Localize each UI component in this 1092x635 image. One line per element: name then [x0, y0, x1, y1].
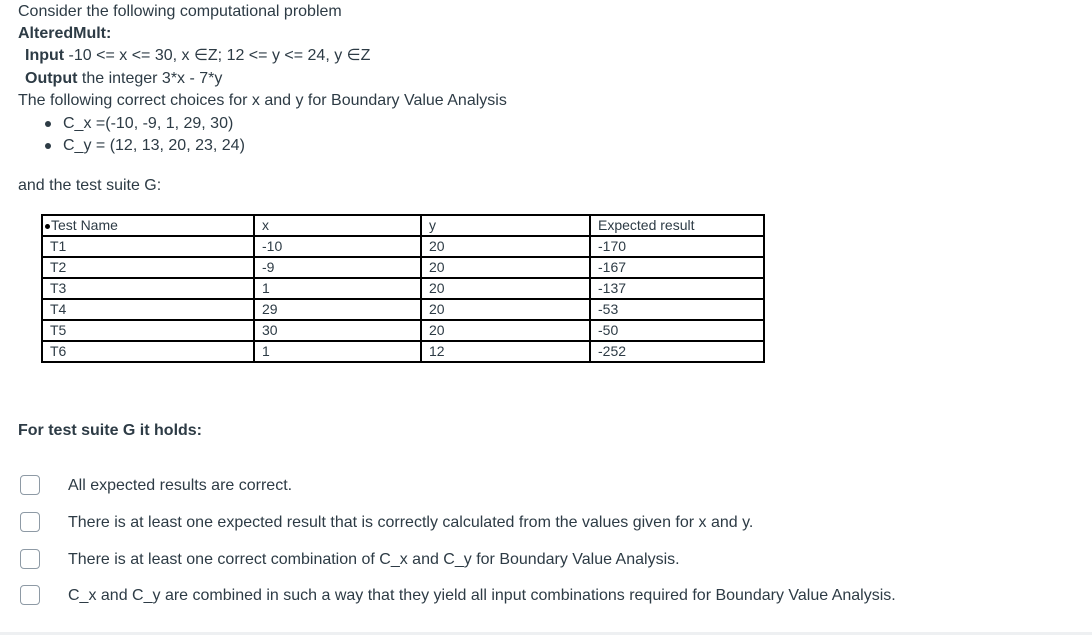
bullet-icon — [45, 224, 50, 229]
header-x: x — [254, 215, 421, 236]
cell-x: 30 — [254, 320, 421, 341]
choice-cy: C_y = (12, 13, 20, 23, 24) — [63, 137, 245, 154]
option-label[interactable]: All expected results are correct. — [68, 477, 293, 494]
cell-x: 1 — [254, 278, 421, 299]
table-row — [42, 341, 764, 362]
output-label: Output — [25, 70, 78, 87]
cell-expected: -170 — [590, 236, 764, 257]
option-checkbox[interactable] — [20, 585, 40, 605]
option-checkbox[interactable] — [20, 475, 40, 495]
cell-test-name: T1 — [42, 236, 254, 257]
cell-x: 1 — [254, 341, 421, 362]
cell-test-name: T4 — [42, 299, 254, 320]
suite-intro: and the test suite G: — [18, 177, 162, 194]
cell-y: 20 — [421, 278, 590, 299]
table-row — [42, 320, 764, 341]
cell-expected: -50 — [590, 320, 764, 341]
cell-y: 12 — [421, 341, 590, 362]
cell-y: 20 — [421, 320, 590, 341]
option-label[interactable]: There is at least one correct combination of C_x and C_y for Boundary Value Analysis. — [68, 551, 680, 568]
header-y: y — [421, 215, 590, 236]
choice-cx: C_x =(-10, -9, 1, 29, 30) — [63, 115, 234, 132]
cell-test-name: T5 — [42, 320, 254, 341]
table-row — [42, 236, 764, 257]
bullet-icon — [45, 143, 51, 149]
cell-y: 20 — [421, 236, 590, 257]
cell-x: -10 — [254, 236, 421, 257]
header-expected: Expected result — [590, 215, 764, 236]
cell-x: -9 — [254, 257, 421, 278]
option-checkbox[interactable] — [20, 549, 40, 569]
table-row — [42, 299, 764, 320]
output-spec — [25, 68, 222, 90]
cell-test-name: T3 — [42, 278, 254, 299]
output-text: the integer 3*x - 7*y — [81, 70, 223, 87]
table-row — [42, 278, 764, 299]
cell-expected: -167 — [590, 257, 764, 278]
option-checkbox[interactable] — [20, 512, 40, 532]
choices-intro: The following correct choices for x and y for Boundary Value Analysis — [18, 92, 507, 109]
cell-expected: -53 — [590, 299, 764, 320]
problem-name: AlteredMult: — [18, 25, 112, 42]
bullet-icon — [45, 121, 51, 127]
question-prompt: For test suite G it holds: — [18, 422, 203, 439]
cell-expected: -252 — [590, 341, 764, 362]
header-test-name: Test Name — [51, 217, 118, 233]
input-spec — [25, 45, 370, 67]
cell-y: 20 — [421, 299, 590, 320]
header-cell — [42, 215, 254, 236]
table-header-row — [42, 215, 764, 236]
input-label: Input — [25, 47, 65, 64]
cell-test-name: T2 — [42, 257, 254, 278]
cell-x: 29 — [254, 299, 421, 320]
cell-y: 20 — [421, 257, 590, 278]
cell-expected: -137 — [590, 278, 764, 299]
intro-line: Consider the following computational problem — [18, 3, 342, 20]
option-label[interactable]: C_x and C_y are combined in such a way that they yield all input combinations required for Boundary Value Analysis. — [68, 587, 896, 604]
table-row — [42, 257, 764, 278]
input-text: -10 <= x <= 30, x ∈Z; 12 <= y <= 24, y ∈Z — [68, 47, 371, 64]
option-label[interactable]: There is at least one expected result that is correctly calculated from the values given for x and y. — [68, 514, 754, 531]
test-suite-table — [41, 214, 765, 363]
cell-test-name: T6 — [42, 341, 254, 362]
